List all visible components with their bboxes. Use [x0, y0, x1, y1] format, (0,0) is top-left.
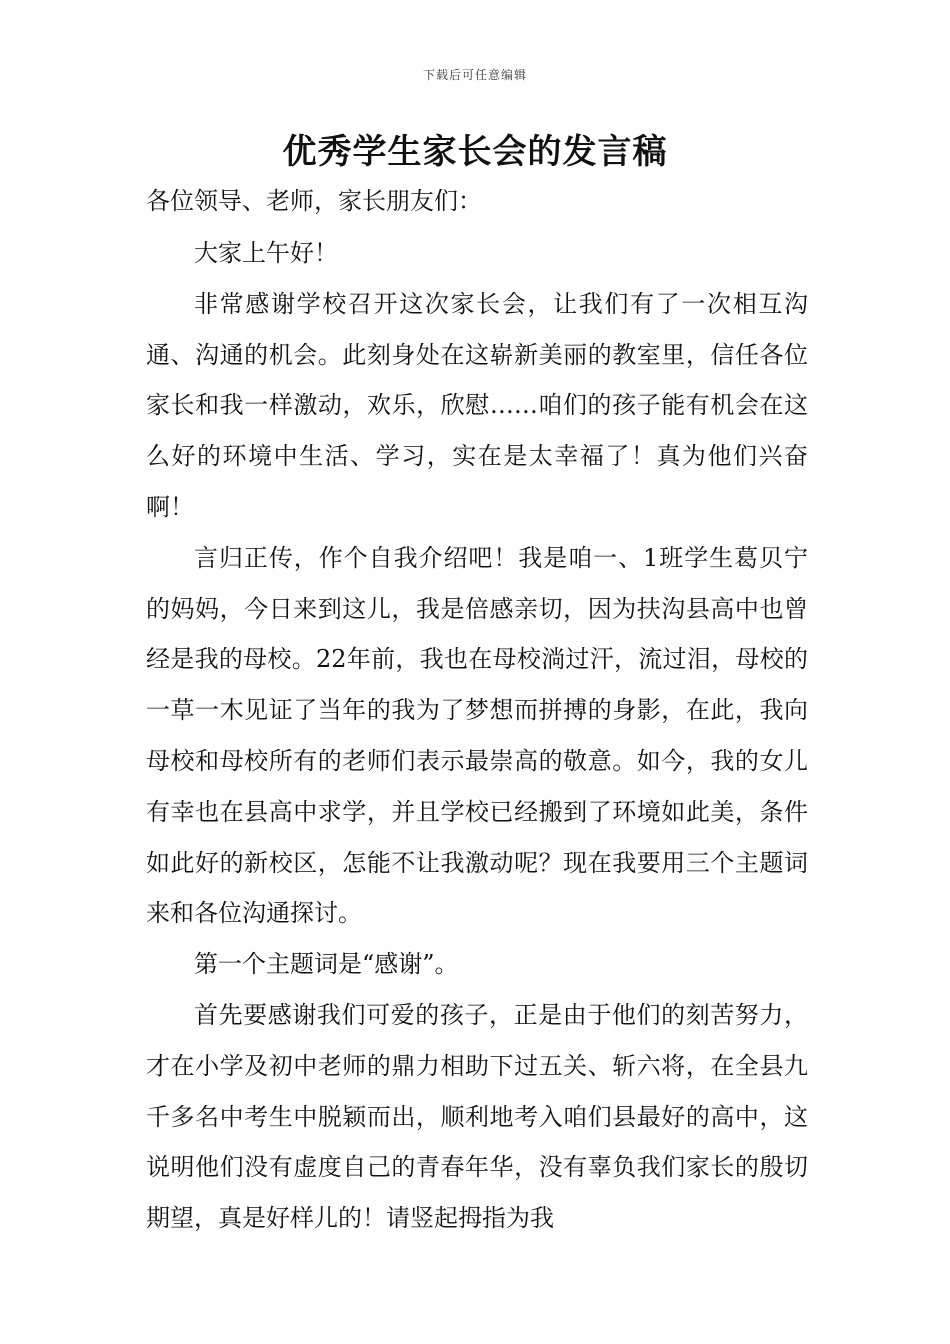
document-title: 优秀学生家长会的发言稿 [282, 132, 668, 172]
paragraph: 第一个主题词是“感谢”。 [194, 950, 459, 979]
paragraph: 大家上午好！ [194, 239, 338, 267]
paragraph: 非常感谢学校召开这次家长会，让我们有了一次相互沟通、沟通的机会。此刻身处在这崭新美丽的教室里，信任各位家长和我一样激动，欢乐，欣慰……咱们的孩子能有机会在这么好的环境中生活、学习，实在是太幸福了！真为他们兴奋啊！ [146, 289, 808, 521]
header-note: 下载后可任意编辑 [422, 68, 527, 82]
paragraph: 首先要感谢我们可爱的孩子，正是由于他们的刻苦努力，才在小学及初中老师的鼎力相助下过五关、斩六将，在全县九千多名中考生中脱颖而出，顺利地考入咱们县最好的高中，这说明他们没有虚度自己的青春年华，没有辜负我们家长的殷切期望，真是好样儿的！请竖起拇指为我 [146, 1000, 808, 1233]
salutation: 各位领导、老师，家长朋友们： [146, 187, 482, 215]
document-body [146, 228, 808, 1244]
paragraph: 言归正传，作个自我介绍吧！我是咱一、1班学生葛贝宁的妈妈，今日来到这儿，我是倍感亲切，因为扶沟县高中也曾经是我的母校。22年前，我也在母校淌过汗，流过泪，母校的一草一木见证了当年的我为了梦想而拼搏的身影，在此，我向母校和母校所有的老师们表示最崇高的敬意。如今，我的女儿有幸也在县高中求学，并且学校已经搬到了环境如此美，条件如此好的新校区，怎能不让我激动呢？现在我要用三个主题词来和各位沟通探讨。 [146, 543, 808, 928]
